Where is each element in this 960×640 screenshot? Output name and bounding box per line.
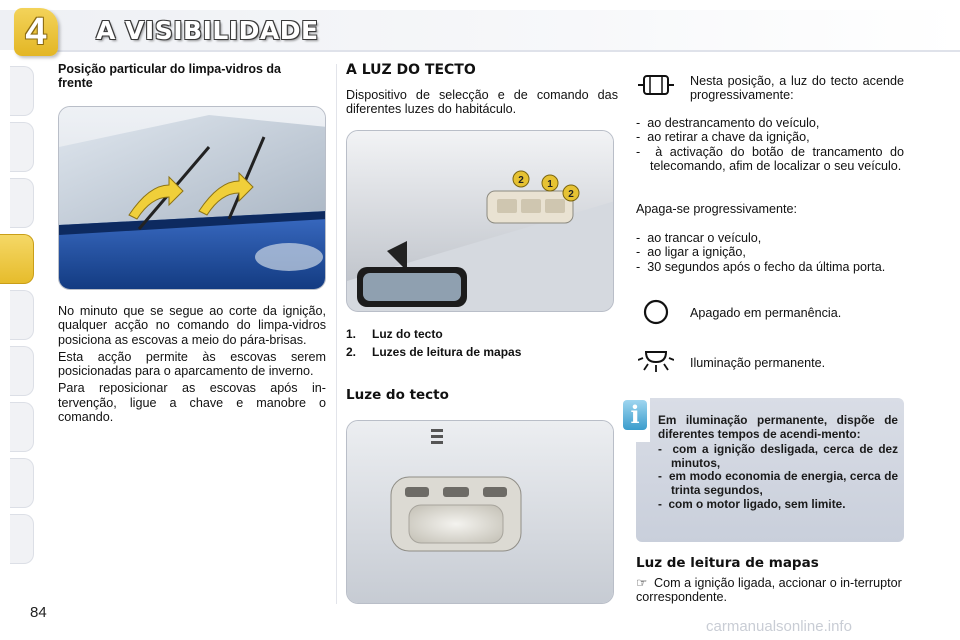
map-light-instruction: Com a ignição ligada, accionar o in-terruptor correspondente. [636,576,902,605]
wiper-description [58,304,326,427]
on-mode-text: Iluminação permanente. [690,356,826,370]
wiper-illustration [59,107,326,290]
chapter-title: A VISIBILIDADE [96,16,319,45]
column-divider [336,64,337,604]
info-box-text [658,414,898,511]
roof-light-subheading: Luze do tecto [346,387,449,403]
chapter-tabs [0,62,36,582]
chapter-tab[interactable] [10,178,34,228]
off-mode-text: Apagado em permanência. [690,306,842,320]
list-item: - com a ignição desligada, cerca de dez minutos, [658,443,898,470]
list-item: - ao trancar o veículo, [636,231,904,245]
light-off-heading: Apaga-se progressivamente: [636,202,798,216]
chapter-number: 4 [25,10,47,53]
list-item: - 30 segundos após o fecho da última porta. [636,260,904,274]
page-number: 84 [30,604,47,621]
list-item: - em modo economia de energia, cerca de trinta segundos, [658,470,898,497]
chapter-tab[interactable] [10,514,34,564]
list-item: - ao retirar a chave da ignição, [636,130,904,144]
pointing-hand-icon: ☞ [636,575,648,590]
chapter-tab[interactable] [10,346,34,396]
paragraph: Para reposicionar as escovas após in-tervenção, ligue a chave e manobre o comando. [58,381,326,425]
list-item: - ao destrancamento do veículo, [636,116,904,130]
roof-light-heading: A LUZ DO TECTO [346,62,476,78]
map-light-heading: Luz de leitura de mapas [636,555,819,571]
item-number: 2. [346,344,357,359]
light-off-list [636,231,904,274]
roof-console-photo [346,130,614,312]
paragraph: Esta acção permite às escovas serem posicionadas para o aparcamento de inverno. [58,349,326,379]
roof-console-illustration [347,131,614,312]
watermark: carmanualsonline.info [706,618,852,635]
info-list [658,443,898,511]
info-icon: i [620,396,650,442]
light-on-list [636,116,904,173]
chapter-tab[interactable] [10,458,34,508]
callout-number: 1 [547,179,553,190]
chapter-badge [14,8,58,56]
chapter-tab[interactable] [10,66,34,116]
callout-number: 2 [518,175,524,186]
chapter-tab[interactable] [10,122,34,172]
roof-light-photo [346,420,614,604]
list-item [346,344,521,362]
chapter-tab[interactable] [10,402,34,452]
list-item [346,326,521,344]
door-mode-text: Nesta posição, a luz do tecto acende progressivamente: [690,74,904,103]
item-label: Luzes de leitura de mapas [372,344,522,359]
chapter-tab-active[interactable] [0,234,34,284]
map-light-text [636,576,906,605]
list-item: - ao ligar a ignição, [636,245,904,259]
chapter-tab[interactable] [10,290,34,340]
list-item: - à activação do botão de trancamento do telecomando, afim de localizar o seu veículo. [636,145,904,174]
windscreen-wiper-photo [58,106,326,290]
roof-light-intro: Dispositivo de selecção e de comando das diferentes luzes do habitáculo. [346,88,618,117]
list-item: - com o motor ligado, sem limite. [658,498,898,512]
lamp-on-icon [636,346,676,376]
item-label: Luz do tecto [372,327,443,341]
component-list [346,326,521,361]
paragraph: No minuto que se segue ao corte da ignição, qualquer acção no comando do limpa-vidros posiciona as escovas a meio do pára-brisas. [58,304,326,347]
callout-number: 2 [568,189,574,200]
info-intro: Em iluminação permanente, dispõe de diferentes tempos de acendi-mento: [658,413,898,441]
car-door-icon [636,70,676,100]
page-header [0,0,960,62]
item-number: 1. [346,327,357,341]
roof-light-illustration [347,421,614,604]
circle-off-icon [636,297,676,327]
header-line [52,50,960,52]
wiper-heading: Posição particular do limpa-vidros da frente [58,62,281,90]
